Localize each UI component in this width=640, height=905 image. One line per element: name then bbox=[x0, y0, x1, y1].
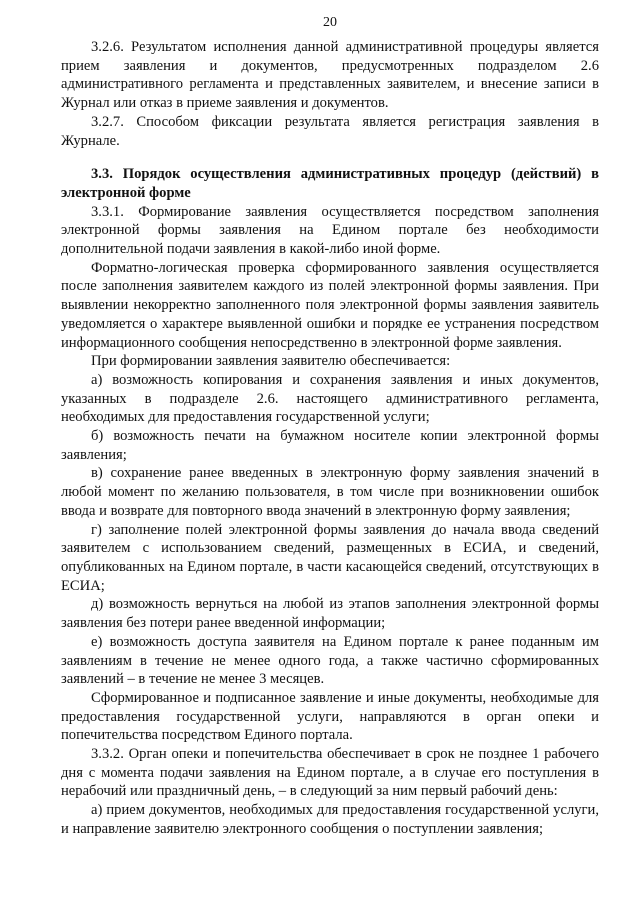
list-item-a: а) возможность копирования и сохранения заявления и иных документов, указанных в подразделе 2.6. настоящего административного регламента, необходимых для предоставления государственной услуги; bbox=[61, 371, 599, 426]
document-page bbox=[61, 14, 599, 839]
page-number: 20 bbox=[323, 15, 337, 30]
list-item-b: б) возможность печати на бумажном носителе копии электронной формы заявления; bbox=[61, 428, 599, 463]
list-item-v: в) сохранение ранее введенных в электронную форму заявления значений в любой момент по желанию пользователя, в том числе при возникновении ошибок ввода и возврате для повторного ввода значений в электронную форму заявления; bbox=[61, 465, 599, 519]
list-item-e: е) возможность доступа заявителя на Едином портале к ранее поданным им заявлениям в течение не менее одного года, а также частично сформированных заявлений – в течение не менее 3 месяцев. bbox=[61, 633, 599, 688]
paragraph-provisions-intro: При формировании заявления заявителю обеспечивается: bbox=[91, 353, 451, 370]
list-item-d: д) возможность вернуться на любой из этапов заполнения электронной формы заявления без потери ранее введенной информации; bbox=[61, 596, 599, 632]
paragraph-3-3-1: 3.3.1. Формирование заявления осуществляется посредством заполнения электронной формы заявления на Едином портале без необходимости дополнительной подачи заявления в какой-либо иной форме. bbox=[61, 203, 599, 258]
paragraph-format-check: Форматно-логическая проверка сформированного заявления осуществляется после заполнения заявителем каждого из полей электронной формы заявления. При выявлении некорректно заполненного поля электронной формы заявления заявитель уведомляется о характере выявленной ошибки и порядке ее устранения посредством информационного сообщения непосредственно в электронной форме заявления. bbox=[61, 259, 599, 351]
list-item-g: г) заполнение полей электронной формы заявления до начала ввода сведений заявителем с использованием сведений, размещенных в ЕСИА, и сведений, опубликованных на Едином портале, в части касающейся сведений, отсутствующих в ЕСИА; bbox=[61, 521, 599, 594]
section-heading-3-3: 3.3. Порядок осуществления административных процедур (действий) в электронной форме bbox=[61, 166, 599, 201]
paragraph-3-3-2: 3.3.2. Орган опеки и попечительства обеспечивает в срок не позднее 1 рабочего дня с момента подачи заявления на Едином портале, а в случае его поступления в нерабочий или праздничный день, – в следующий за ним первый рабочий день: bbox=[61, 746, 599, 800]
list-item-a-2: а) прием документов, необходимых для предоставления государственной услуги, и направление заявителю электронного сообщения о поступлении заявления; bbox=[61, 802, 599, 837]
paragraph-3-2-6: 3.2.6. Результатом исполнения данной административной процедуры является прием заявления и документов, предусмотренных подразделом 2.6 административного регламента и представленных заявителем, и внесение записи в Журнал или отказ в приеме заявления и документов. bbox=[61, 39, 599, 112]
paragraph-3-2-7: 3.2.7. Способом фиксации результата является регистрация заявления в Журнале. bbox=[61, 113, 599, 149]
paragraph-submission: Сформированное и подписанное заявление и иные документы, необходимые для предоставления государственной услуги, направляются в орган опеки и попечительства посредством Единого портала. bbox=[61, 689, 599, 744]
